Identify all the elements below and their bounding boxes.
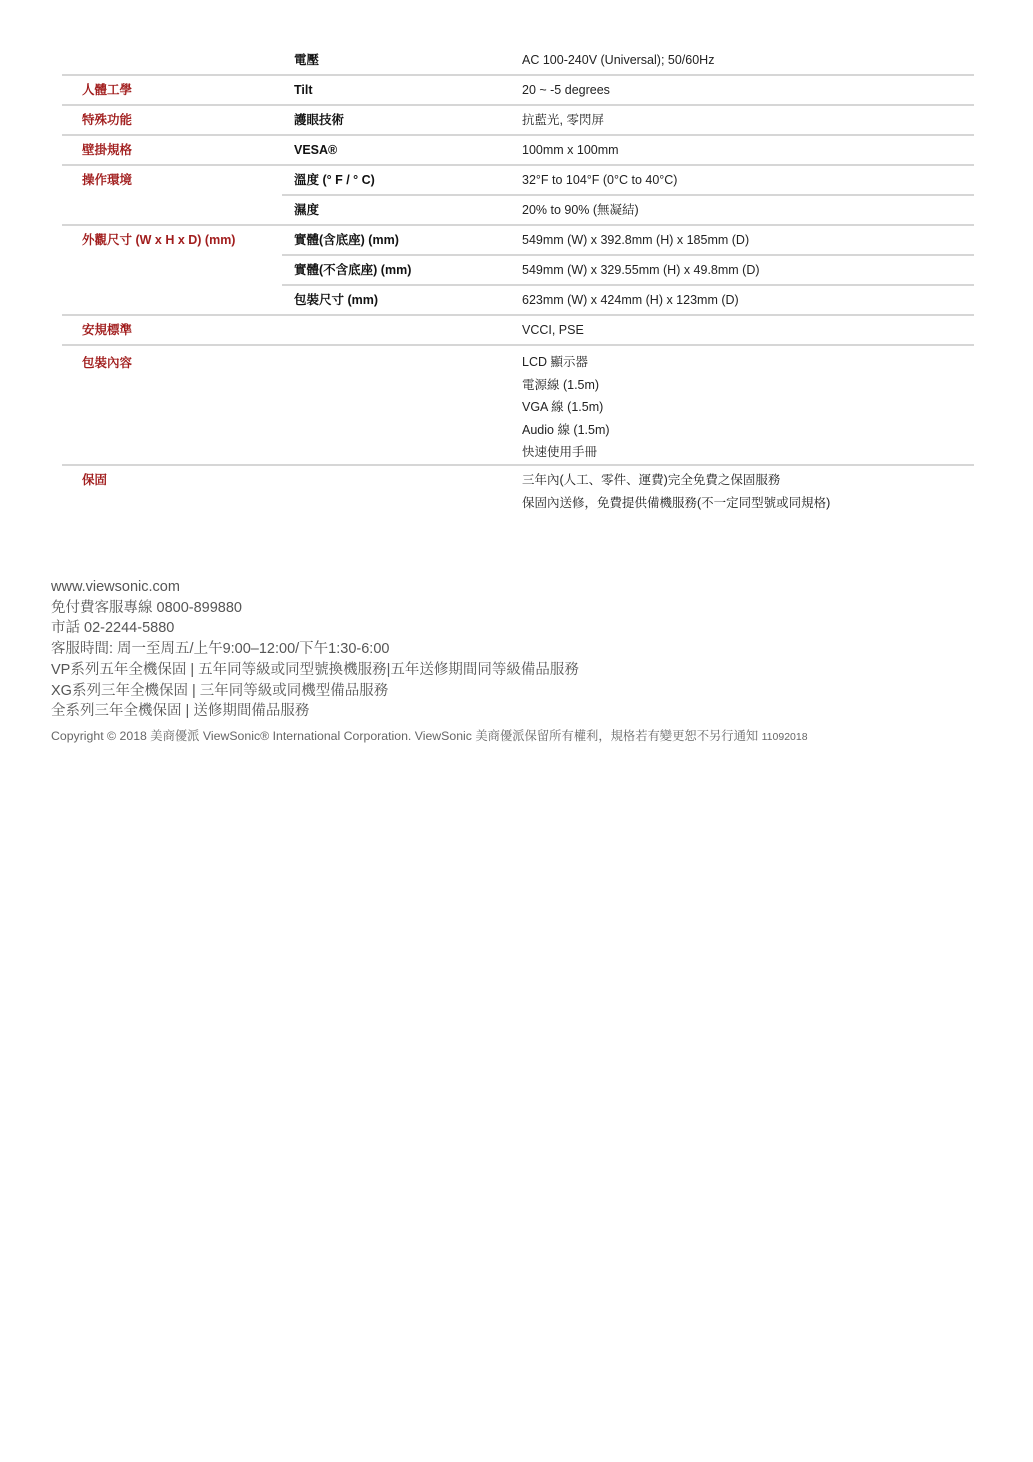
spec-label: 溫度 (° F / ° C)	[294, 173, 375, 187]
spec-value: 100mm x 100mm	[522, 143, 619, 157]
spec-label: 護眼技術	[294, 113, 345, 127]
spec-label: 實體(不含底座) (mm)	[294, 263, 412, 277]
spec-category: 壁掛規格	[82, 143, 133, 157]
spec-row-operating-environment	[62, 166, 974, 226]
spec-category: 操作環境	[82, 173, 133, 187]
spec-label: 濕度	[294, 203, 320, 217]
footer	[51, 577, 981, 746]
copyright-notice	[51, 727, 981, 746]
list-item: Audio 線 (1.5m)	[522, 422, 610, 437]
spec-label: 實體(含底座) (mm)	[294, 233, 399, 247]
spec-label: 包裝尺寸 (mm)	[294, 293, 379, 307]
list-item: 電源線 (1.5m)	[522, 377, 600, 392]
spec-value: 549mm (W) x 329.55mm (H) x 49.8mm (D)	[522, 263, 760, 277]
toll-free-hotline: 免付費客服專線 0800-899880	[51, 599, 242, 616]
spec-row-ergonomics	[62, 76, 974, 106]
spec-table	[62, 46, 974, 518]
spec-label: Tilt	[294, 83, 313, 97]
spec-category: 特殊功能	[82, 113, 133, 127]
list-item: 快速使用手冊	[522, 445, 598, 459]
spec-row-special-features	[62, 106, 974, 136]
spec-row-power	[62, 46, 974, 76]
list-item: VGA 線 (1.5m)	[522, 400, 604, 414]
spec-row-dimensions	[62, 226, 974, 316]
spec-category: 安規標準	[82, 323, 133, 337]
website-link[interactable]: www.viewsonic.com	[51, 579, 180, 595]
spec-row-regulations	[62, 316, 974, 346]
vp-series-warranty: VP系列五年全機保固 | 五年同等級或同型號換機服務|五年送修期間同等級備品服務	[51, 661, 579, 678]
spec-row-warranty	[62, 466, 974, 518]
list-item: LCD 顯示器	[522, 355, 588, 369]
spec-value: 623mm (W) x 424mm (H) x 123mm (D)	[522, 293, 739, 307]
service-hours: 客服時間: 周一至周五/上午9:00–12:00/下午1:30-6:00	[51, 641, 390, 658]
spec-category: 包裝內容	[82, 356, 133, 370]
list-item: 保固內送修，免費提供備機服務(不一定同型號或同規格)	[522, 495, 831, 510]
spec-category: 保固	[82, 473, 108, 487]
xg-series-warranty: XG系列三年全機保固 | 三年同等級或同機型備品服務	[51, 682, 389, 699]
spec-category: 人體工學	[82, 83, 133, 97]
spec-value: 抗藍光, 零閃屏	[522, 113, 604, 127]
spec-value: 32°F to 104°F (0°C to 40°C)	[522, 173, 678, 187]
package-contents-list	[522, 351, 610, 464]
copyright-text: Copyright © 2018 美商優派 ViewSonic® International Corporation. ViewSonic 美商優派保留所有權利，規格若有變更恕不另行通知	[51, 728, 759, 743]
phone-number: 市話 02-2244-5880	[51, 620, 175, 637]
spec-row-wall-mount	[62, 136, 974, 166]
spec-label: 電壓	[294, 53, 320, 67]
spec-value: VCCI, PSE	[522, 323, 584, 337]
spec-value: 549mm (W) x 392.8mm (H) x 185mm (D)	[522, 233, 750, 247]
warranty-list	[522, 469, 830, 514]
document-code: 11092018	[761, 730, 808, 743]
spec-value: 20 ~ -5 degrees	[522, 83, 610, 97]
all-series-warranty: 全系列三年全機保固 | 送修期間備品服務	[51, 703, 310, 720]
spec-row-package-contents	[62, 346, 974, 466]
spec-label: VESA®	[294, 143, 338, 157]
list-item: 三年內(人工、零件、運費)完全免費之保固服務	[522, 473, 781, 487]
spec-category: 外觀尺寸 (W x H x D) (mm)	[82, 233, 236, 247]
spec-value: AC 100-240V (Universal); 50/60Hz	[522, 53, 715, 67]
spec-value: 20% to 90% (無凝結)	[522, 203, 639, 217]
